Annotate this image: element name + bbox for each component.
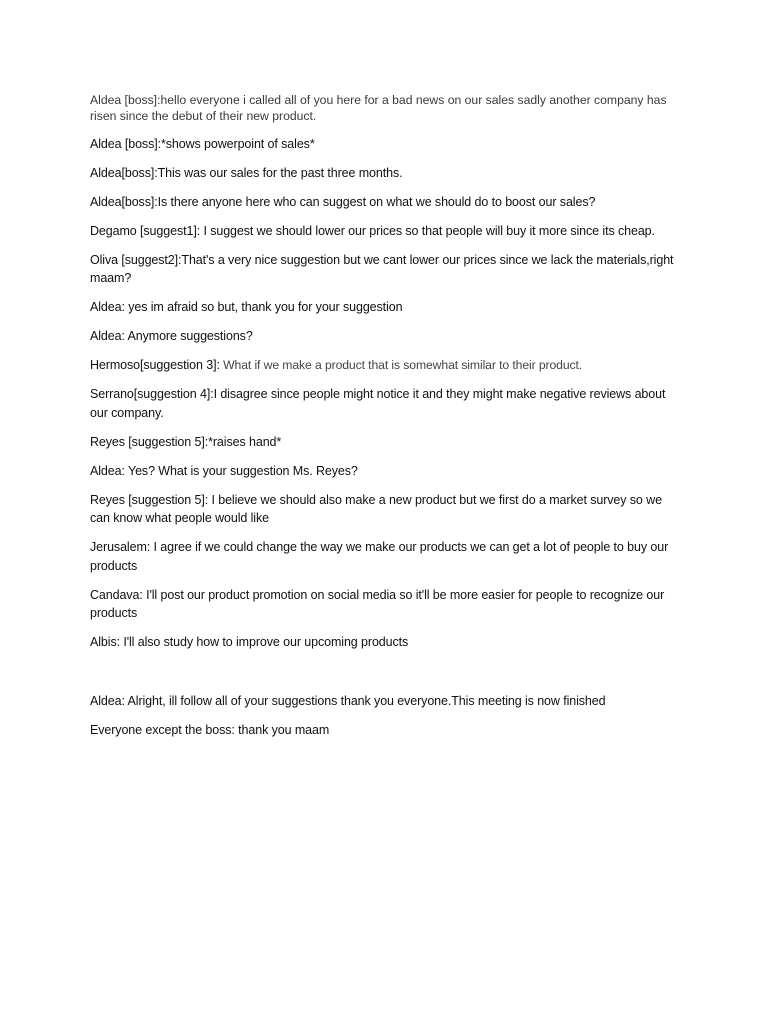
paragraph-candava: Candava: I'll post our product promotion on social media so it'll be more easier for people to recognize our products <box>90 587 665 620</box>
paragraph-everyone: Everyone except the boss: thank you maam <box>90 723 330 737</box>
paragraph-boss-powerpoint: Aldea [boss]:*shows powerpoint of sales* <box>90 136 315 151</box>
paragraph-reyes-hand: Reyes [suggestion 5]:*raises hand* <box>90 434 282 449</box>
paragraph-boss-sales: Aldea[boss]:This was our sales for the past three months. <box>90 165 403 180</box>
paragraph-albis: Albis: I'll also study how to improve our upcoming products <box>90 635 409 649</box>
paragraph-aldea-closing: Aldea: Alright, ill follow all of your suggestions thank you everyone.This meeting is now finished <box>90 694 606 708</box>
hermoso-speaker: Hermoso[suggestion 3]: <box>90 358 220 372</box>
hermoso-text: What if we make a product that is somewhat similar to their product. <box>219 358 583 372</box>
paragraph-serrano: Serrano[suggestion 4]:I disagree since people might notice it and they might make negative reviews about our company. <box>90 387 666 420</box>
paragraph-aldea-reyes: Aldea: Yes? What is your suggestion Ms. Reyes? <box>90 463 358 478</box>
paragraph-aldea-reply: Aldea: yes im afraid so but, thank you for your suggestion <box>90 300 403 314</box>
paragraph-boss-intro: Aldea [boss]:hello everyone i called all of you here for a bad news on our sales sadly another company has risen since the debut of their new product. <box>90 93 667 123</box>
paragraph-oliva: Oliva [suggest2]:That's a very nice suggestion but we cant lower our prices since we lack the materials,right maam? <box>90 252 674 285</box>
blank-line <box>90 662 682 692</box>
paragraph-aldea-more: Aldea: Anymore suggestions? <box>90 329 253 343</box>
paragraph-degamo: Degamo [suggest1]: I suggest we should lower our prices so that people will buy it more since its cheap. <box>90 223 655 238</box>
paragraph-jerusalem: Jerusalem: I agree if we could change the way we make our products we can get a lot of people to buy our products <box>90 540 669 573</box>
paragraph-boss-question: Aldea[boss]:Is there anyone here who can suggest on what we should do to boost our sales? <box>90 194 596 209</box>
paragraph-hermoso <box>90 356 682 375</box>
paragraph-reyes-suggestion: Reyes [suggestion 5]: I believe we should also make a new product but we first do a market survey so we can know what people would like <box>90 492 662 525</box>
document-body <box>90 92 682 750</box>
